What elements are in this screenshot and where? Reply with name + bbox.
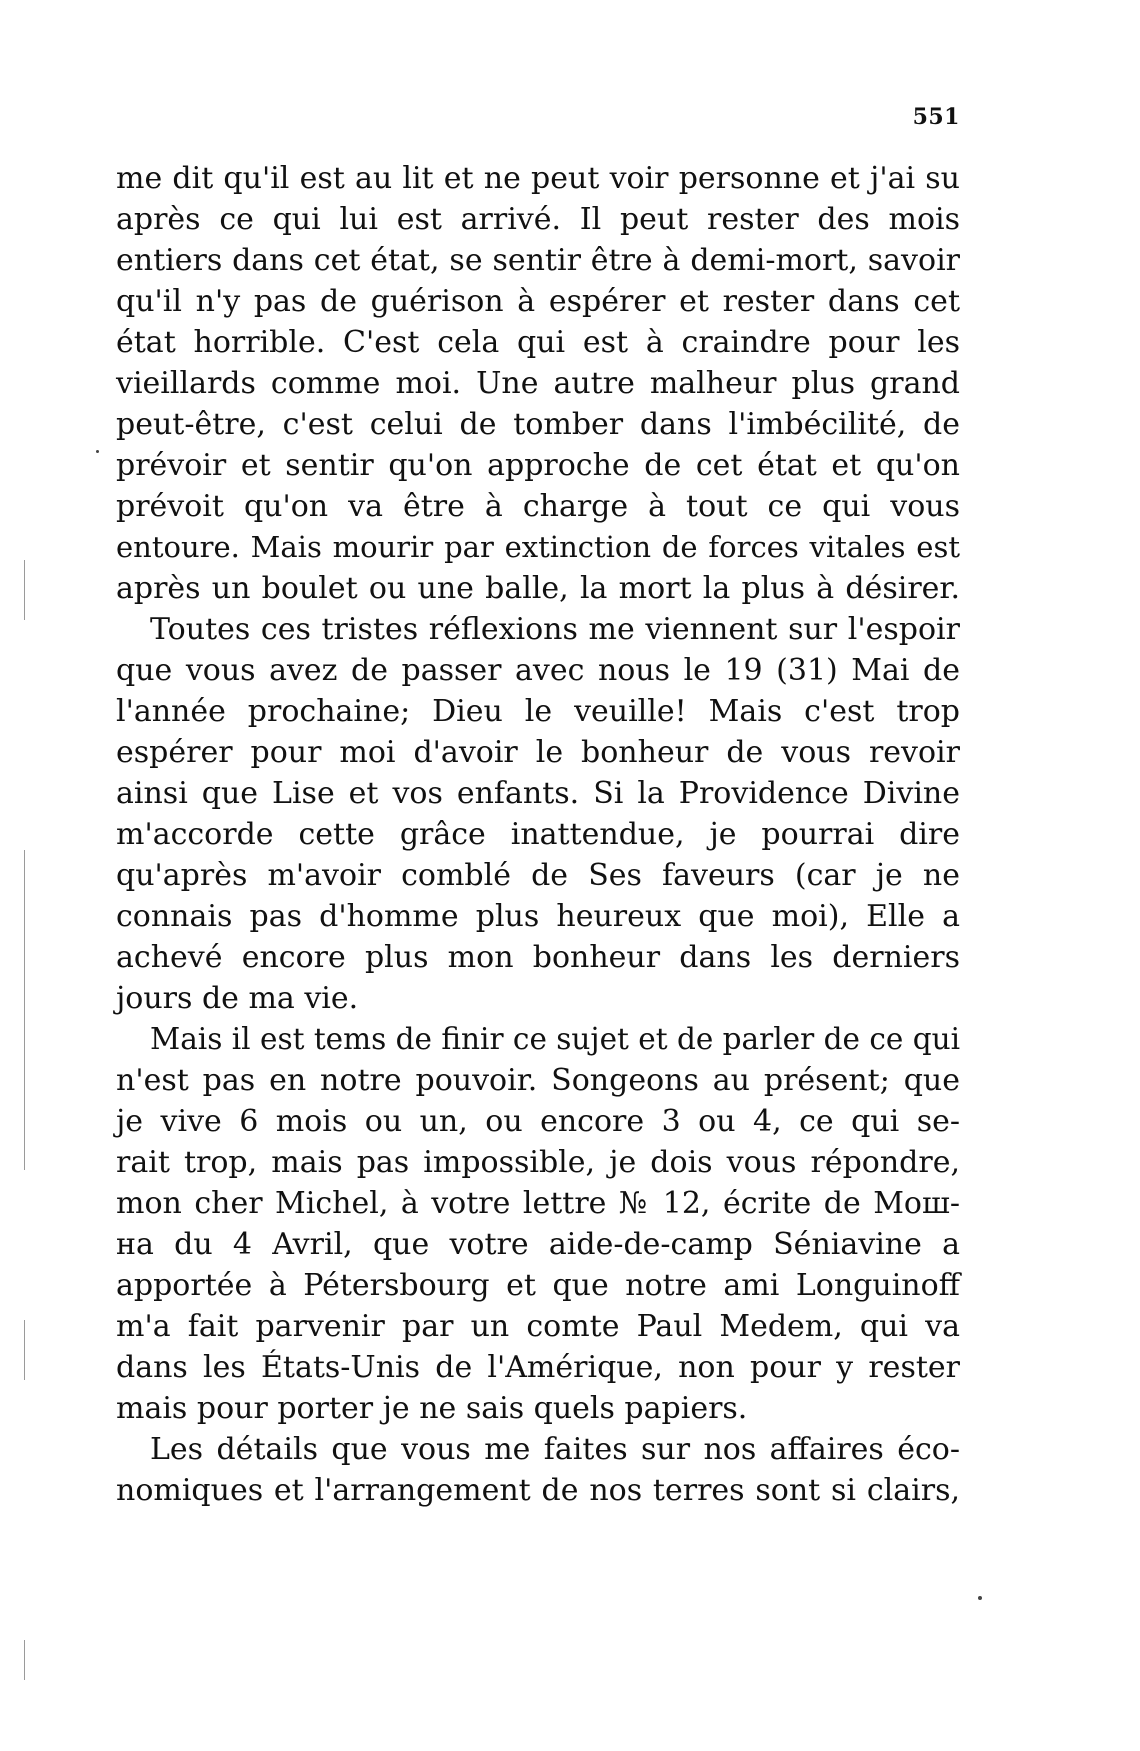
text-line: jours de ma vie. [116, 981, 359, 1016]
text-line: achevé encore plus mon bonheur dans les derniers [116, 940, 960, 975]
text-line: nomiques et l'arrangement de nos terres sont si clairs, [116, 1473, 960, 1508]
text-line: apportée à Pétersbourg et que notre ami Longuinoff [116, 1268, 960, 1303]
text-line: qu'après m'avoir comblé de Ses faveurs (car je ne [116, 858, 960, 893]
text-line: rait trop, mais pas impossible, je dois vous répondre, [116, 1145, 960, 1180]
text-line: entiers dans cet état, se sentir être à demi-mort, savoir [116, 243, 960, 278]
text-line: je vive 6 mois ou un, ou encore 3 ou 4, ce qui se- [116, 1104, 960, 1139]
text-line: Les détails que vous me faites sur nos affaires éco- [150, 1432, 960, 1467]
text-line: qu'il n'y pas de guérison à espérer et rester dans cet [116, 284, 960, 319]
text-line: après un boulet ou une balle, la mort la plus à désirer. [116, 571, 960, 606]
text-line: état horrible. C'est cela qui est à craindre pour les [116, 325, 960, 360]
text-line: n'est pas en notre pouvoir. Songeons au présent; que [116, 1063, 960, 1098]
text-line: peut-être, c'est celui de tomber dans l'imbécilité, de [116, 407, 960, 442]
text-line: Mais il est tems de finir ce sujet et de parler de ce qui [150, 1022, 961, 1056]
text-line: entoure. Mais mourir par extinction de forces vitales est [116, 530, 960, 564]
text-line: l'année prochaine; Dieu le veuille! Mais c'est trop [116, 694, 960, 729]
margin-speck [96, 450, 99, 453]
page-number: 551 [912, 104, 960, 130]
text-line: après ce qui lui est arrivé. Il peut rester des mois [116, 202, 960, 237]
text-line: Toutes ces tristes réflexions me viennent sur l'espoir [150, 612, 960, 647]
margin-speck [978, 1596, 982, 1600]
text-line: m'a fait parvenir par un comte Paul Medem, qui va [116, 1309, 960, 1344]
text-line: que vous avez de passer avec nous le 19 (31) Mai de [116, 653, 960, 688]
text-line: me dit qu'il est au lit et ne peut voir personne et j'ai su [116, 161, 960, 196]
text-line: mais pour porter je ne sais quels papiers. [116, 1391, 748, 1426]
text-line: m'accorde cette grâce inattendue, je pourrai dire [116, 817, 960, 852]
text-line: dans les États-Unis de l'Amérique, non pour y rester [116, 1350, 960, 1385]
text-line: vieillards comme moi. Une autre malheur plus grand [116, 366, 960, 401]
text-line: ainsi que Lise et vos enfants. Si la Providence Divine [116, 776, 960, 811]
margin-scan-mark [24, 1320, 25, 1380]
margin-scan-mark [24, 850, 25, 1170]
text-line: espérer pour moi d'avoir le bonheur de vous revoir [116, 735, 960, 770]
text-line: connais pas d'homme plus heureux que moi), Elle a [116, 899, 960, 934]
text-line: prévoit qu'on va être à charge à tout ce qui vous [116, 489, 960, 524]
body-text [116, 158, 960, 1511]
margin-scan-mark [24, 560, 25, 620]
margin-scan-mark [24, 1640, 25, 1680]
text-line: mon cher Michel, à votre lettre № 12, écrite de Мош- [116, 1186, 960, 1221]
text-line: prévoir et sentir qu'on approche de cet état et qu'on [116, 448, 960, 483]
text-line: на du 4 Avril, que votre aide-de-camp Séniavine a [116, 1227, 960, 1262]
